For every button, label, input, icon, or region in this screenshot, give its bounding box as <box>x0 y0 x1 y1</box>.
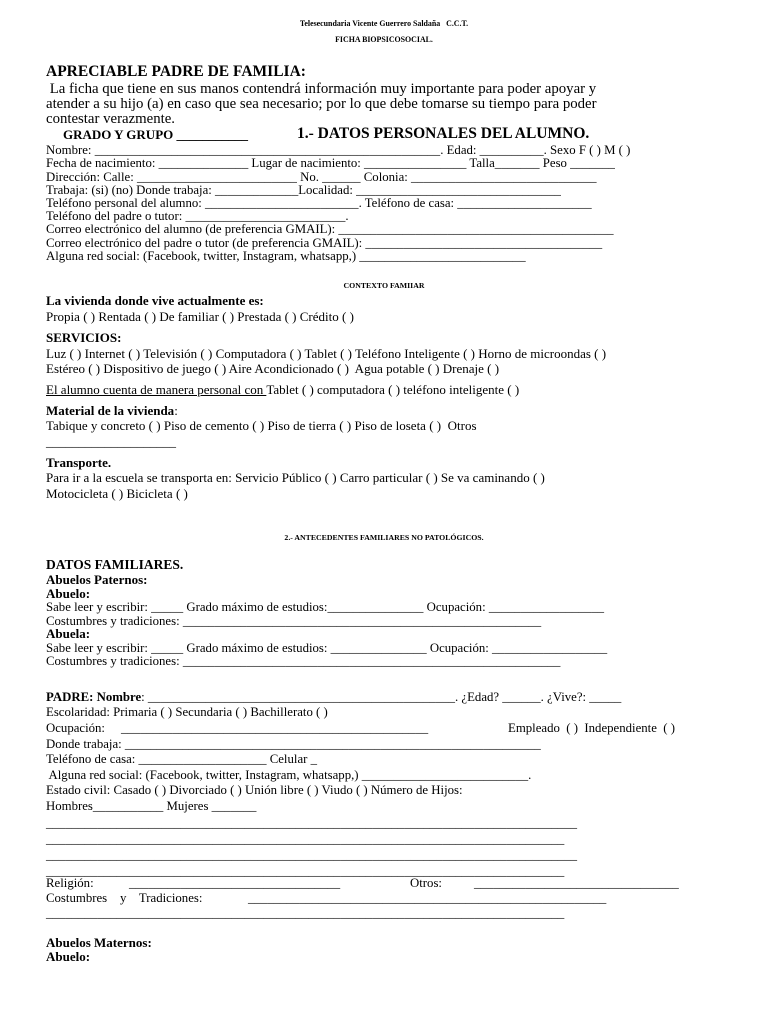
padre-nombre <box>46 690 621 704</box>
vivienda-options: Propia ( ) Rentada ( ) De familiar ( ) Prestada ( ) Crédito ( ) <box>46 309 354 324</box>
abuela-paterna-label: Abuela: <box>46 626 91 641</box>
field-correo-tutor: Correo electrónico del padre o tutor (de preferencia GMAIL): _____________________________________ <box>46 236 603 250</box>
costumbres-blank: ________________________________________________________ <box>248 891 607 905</box>
section-2-title: 2.- ANTECEDENTES FAMILIARES NO PATOLÓGICOS. <box>284 533 484 542</box>
blank-line: ___________________________________________________________________________________ <box>46 848 578 862</box>
abuelo-paterno-costumbres: Costumbres y tradiciones: ________________________________________________________ <box>46 614 542 628</box>
padre-nombre-field: : ________________________________________________. ¿Edad? ______. ¿Vive?: _____ <box>141 690 622 704</box>
dispositivos-personales <box>46 383 519 397</box>
abuelos-paternos-label: Abuelos Paternos: <box>46 572 148 587</box>
transporte-options: Para ir a la escuela se transporta en: Servicio Público ( ) Carro particular ( ) Se va caminando ( ) <box>46 470 545 485</box>
abuelo-paterno-estudios: Sabe leer y escribir: _____ Grado máximo de estudios:_______________ Ocupación: __________________ <box>46 600 604 614</box>
blank-line: _________________________________________________________________________________ <box>46 906 565 920</box>
padre-red-social: Alguna red social: (Facebook, twitter, Instagram, whatsapp,) __________________________. <box>46 768 532 782</box>
religion-label: Religión: <box>46 876 94 890</box>
school-name: Telesecundaria Vicente Guerrero Saldaña C.C.T. <box>299 19 469 28</box>
padre-empleado-options: Empleado ( ) Independiente ( ) <box>508 721 676 735</box>
abuela-paterna-costumbres: Costumbres y tradiciones: ___________________________________________________________ <box>46 654 561 668</box>
otros-label: Otros: <box>410 876 442 890</box>
servicios-options: Estéreo ( ) Dispositivo de juego ( ) Aire Acondicionado ( ) Agua potable ( ) Drenaje ( ) <box>46 361 500 376</box>
padre-label: PADRE: Nombre <box>46 690 142 704</box>
abuelo-materno-label: Abuelo: <box>46 949 91 964</box>
section-1-title: 1.- DATOS PERSONALES DEL ALUMNO. <box>297 125 590 142</box>
field-trabaja: Trabaja: (si) (no) Donde trabaja: _____________Localidad: ________________________________ <box>46 183 561 197</box>
field-telefono-alumno: Teléfono personal del alumno: ________________________. Teléfono de casa: _____________________ <box>46 196 592 210</box>
dispositivos-options: Tablet ( ) computadora ( ) teléfono inteligente ( ) <box>266 382 520 397</box>
padre-estado-civil: Estado civil: Casado ( ) Divorciado ( ) Unión libre ( ) Viudo ( ) Número de Hijos: <box>46 783 463 797</box>
blank-line: ___________________________________________________________________________________ <box>46 816 578 830</box>
datos-familiares-label: DATOS FAMILIARES. <box>46 557 184 572</box>
padre-ocupacion-label: Ocupación: <box>46 721 105 735</box>
intro-paragraph-line: contestar verazmente. <box>46 111 175 127</box>
blank-line: _________________________________________________________________________________ <box>46 864 565 878</box>
intro-paragraph-line: La ficha que tiene en sus manos contendrá información muy importante para poder apoyar y <box>46 81 597 97</box>
intro-greeting: APRECIABLE PADRE DE FAMILIA: <box>46 63 306 80</box>
abuela-paterna-estudios: Sabe leer y escribir: _____ Grado máximo de estudios: _______________ Ocupación: __________________ <box>46 641 608 655</box>
blank-line: _________________________________________________________________________________ <box>46 832 565 846</box>
transporte-label: Transporte. <box>46 455 112 470</box>
grado-grupo-field: GRADO Y GRUPO ___________ <box>63 127 252 142</box>
servicios-options: Luz ( ) Internet ( ) Televisión ( ) Computadora ( ) Tablet ( ) Teléfono Inteligente ( ) Horno de microondas ( ) <box>46 346 607 361</box>
transporte-options: Motocicleta ( ) Bicicleta ( ) <box>46 486 188 501</box>
field-nombre: Nombre: ______________________________________________________. Edad: __________. Sexo F ( ) M ( ) <box>46 143 631 157</box>
material-otros-blank: ____________________ <box>46 434 176 449</box>
field-telefono-tutor: Teléfono del padre o tutor: _________________________. <box>46 209 349 223</box>
padre-ocupacion-blank: ________________________________________________ <box>121 721 429 735</box>
material-colon: : <box>174 403 178 418</box>
field-direccion: Dirección: Calle: _________________________ No. ______ Colonia: _____________________________ <box>46 170 597 184</box>
material-options: Tabique y concreto ( ) Piso de cemento ( ) Piso de tierra ( ) Piso de loseta ( ) Otros <box>46 418 477 433</box>
padre-escolaridad: Escolaridad: Primaria ( ) Secundaria ( ) Bachillerato ( ) <box>46 705 328 719</box>
field-nacimiento: Fecha de nacimiento: ______________ Lugar de nacimiento: ________________ Talla_______ Peso _______ <box>46 156 615 170</box>
material-heading <box>46 404 178 418</box>
servicios-label: SERVICIOS: <box>46 330 122 345</box>
material-label: Material de la vivienda <box>46 403 175 418</box>
religion-blank: _________________________________ <box>129 876 341 890</box>
abuelo-paterno-label: Abuelo: <box>46 586 91 601</box>
costumbres-label: Costumbres y Tradiciones: <box>46 891 203 905</box>
field-red-social: Alguna red social: (Facebook, twitter, Instagram, whatsapp,) __________________________ <box>46 249 526 263</box>
intro-paragraph-line: atender a su hijo (a) en caso que sea necesario; por lo que debe tomarse su tiempo para poder <box>46 96 597 112</box>
padre-telefono: Teléfono de casa: ____________________ Celular _ <box>46 752 317 766</box>
form-title: FICHA BIOPSICOSOCIAL. <box>335 35 433 44</box>
padre-hijos: Hombres___________ Mujeres _______ <box>46 799 257 813</box>
field-correo-alumno: Correo electrónico del alumno (de preferencia GMAIL): ___________________________________________ <box>46 222 614 236</box>
vivienda-label: La vivienda donde vive actualmente es: <box>46 293 264 308</box>
dispositivos-label: El alumno cuenta de manera personal con <box>46 382 267 397</box>
padre-donde-trabaja: Donde trabaja: _________________________________________________________________ <box>46 737 541 751</box>
contexto-title: CONTEXTO FAMIIAR <box>343 281 425 290</box>
abuelos-maternos-label: Abuelos Maternos: <box>46 935 152 950</box>
otros-blank: ________________________________ <box>474 876 679 890</box>
